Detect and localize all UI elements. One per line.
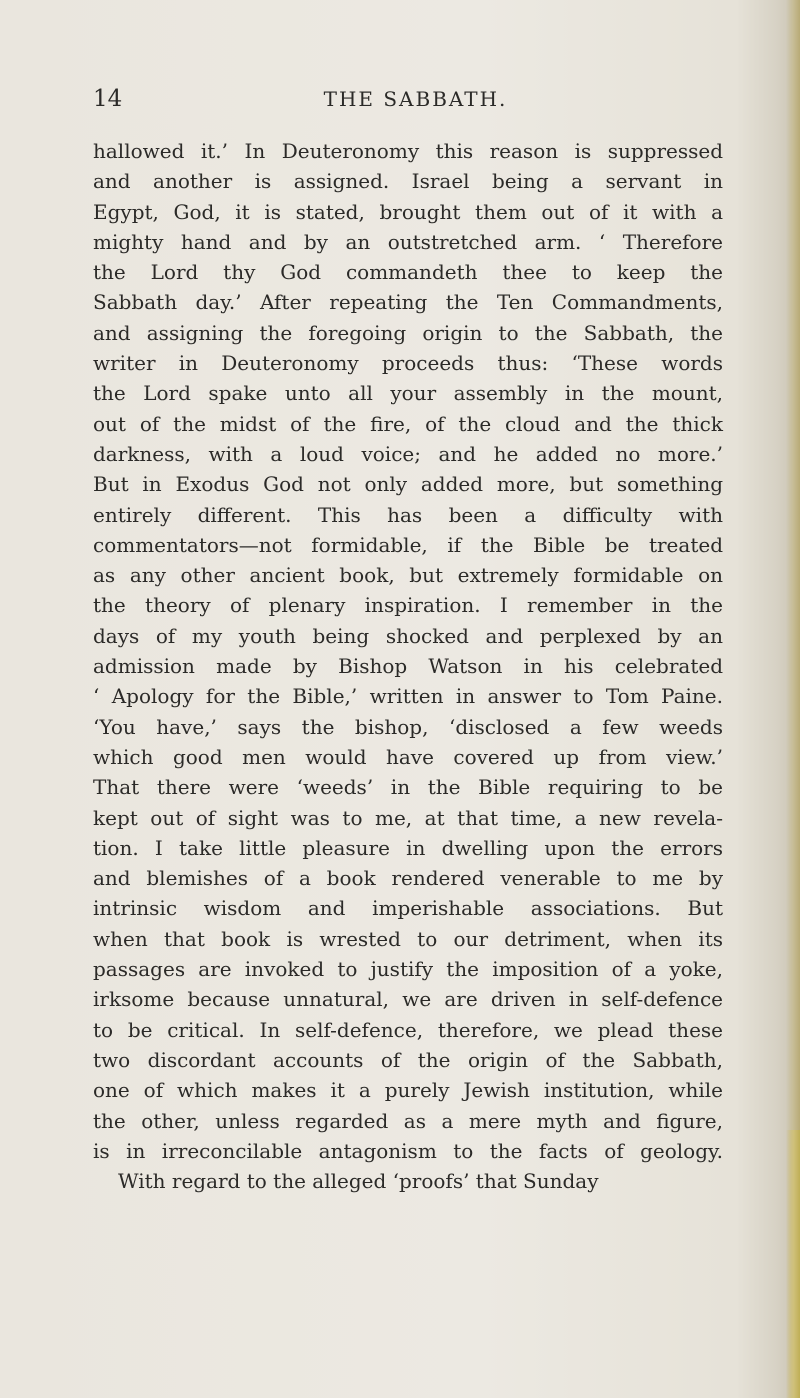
text-line: ‘ Apology for the Bible,’ written in answer to Tom Paine. — [93, 684, 723, 709]
body-text — [93, 136, 723, 1196]
text-line: That there were ‘weeds’ in the Bible requiring to be — [93, 775, 723, 800]
text-line: Egypt, God, it is stated, brought them out of it with a — [93, 199, 723, 224]
text-line: and blemishes of a book rendered venerable to me by — [93, 866, 723, 891]
text-line: With regard to the alleged ‘proofs’ that Sunday — [118, 1169, 599, 1194]
running-head: THE SABBATH. — [323, 87, 508, 111]
text-line: commentators—not formidable, if the Bible be treated — [93, 532, 723, 557]
text-line: when that book is wrested to our detriment, when its — [93, 926, 723, 951]
page-number: 14 — [93, 86, 123, 112]
text-line: one of which makes it a purely Jewish institution, while — [93, 1078, 723, 1103]
text-line: which good men would have covered up from view.’ — [93, 744, 723, 769]
text-line: out of the midst of the fire, of the cloud and the thick — [93, 411, 723, 436]
page-edge-stain — [786, 1130, 800, 1398]
text-line: kept out of sight was to me, at that time, a new revela- — [93, 805, 723, 830]
text-line: as any other ancient book, but extremely formidable on — [93, 563, 723, 588]
text-line: two discordant accounts of the origin of the Sabbath, — [93, 1047, 723, 1072]
text-line: the Lord spake unto all your assembly in the mount, — [93, 381, 723, 406]
text-line: the other, unless regarded as a mere myth and figure, — [93, 1108, 723, 1133]
text-line: intrinsic wisdom and imperishable associations. But — [93, 896, 723, 921]
text-line: admission made by Bishop Watson in his celebrated — [93, 654, 723, 679]
text-line: hallowed it.’ In Deuteronomy this reason is suppressed — [93, 139, 723, 163]
page-header — [93, 84, 718, 118]
text-line: Sabbath day.’ After repeating the Ten Commandments, — [93, 290, 723, 315]
text-line: writer in Deuteronomy proceeds thus: ‘These words — [93, 351, 723, 376]
text-line: to be critical. In self-defence, therefore, we plead these — [93, 1017, 723, 1042]
text-line: is in irreconcilable antagonism to the facts of geology. — [93, 1138, 723, 1163]
text-line: But in Exodus God not only added more, but something — [93, 472, 723, 497]
text-line: the Lord thy God commandeth thee to keep the — [93, 260, 723, 285]
text-line: mighty hand and by an outstretched arm. ‘ Therefore — [93, 229, 723, 254]
text-line: irksome because unnatural, we are driven in self-defence — [93, 987, 723, 1012]
text-line: days of my youth being shocked and perplexed by an — [93, 623, 723, 648]
text-line: ‘You have,’ says the bishop, ‘disclosed a few weeds — [93, 714, 723, 739]
text-line: darkness, with a loud voice; and he added no more.’ — [93, 441, 723, 466]
text-line: and another is assigned. Israel being a servant in — [93, 169, 723, 194]
text-line: passages are invoked to justify the imposition of a yoke, — [93, 957, 723, 982]
text-line: entirely different. This has been a difficulty with — [93, 502, 723, 527]
text-line: the theory of plenary inspiration. I remember in the — [93, 593, 723, 618]
text-line: tion. I take little pleasure in dwelling upon the errors — [93, 835, 723, 860]
text-line: and assigning the foregoing origin to the Sabbath, the — [93, 320, 723, 345]
